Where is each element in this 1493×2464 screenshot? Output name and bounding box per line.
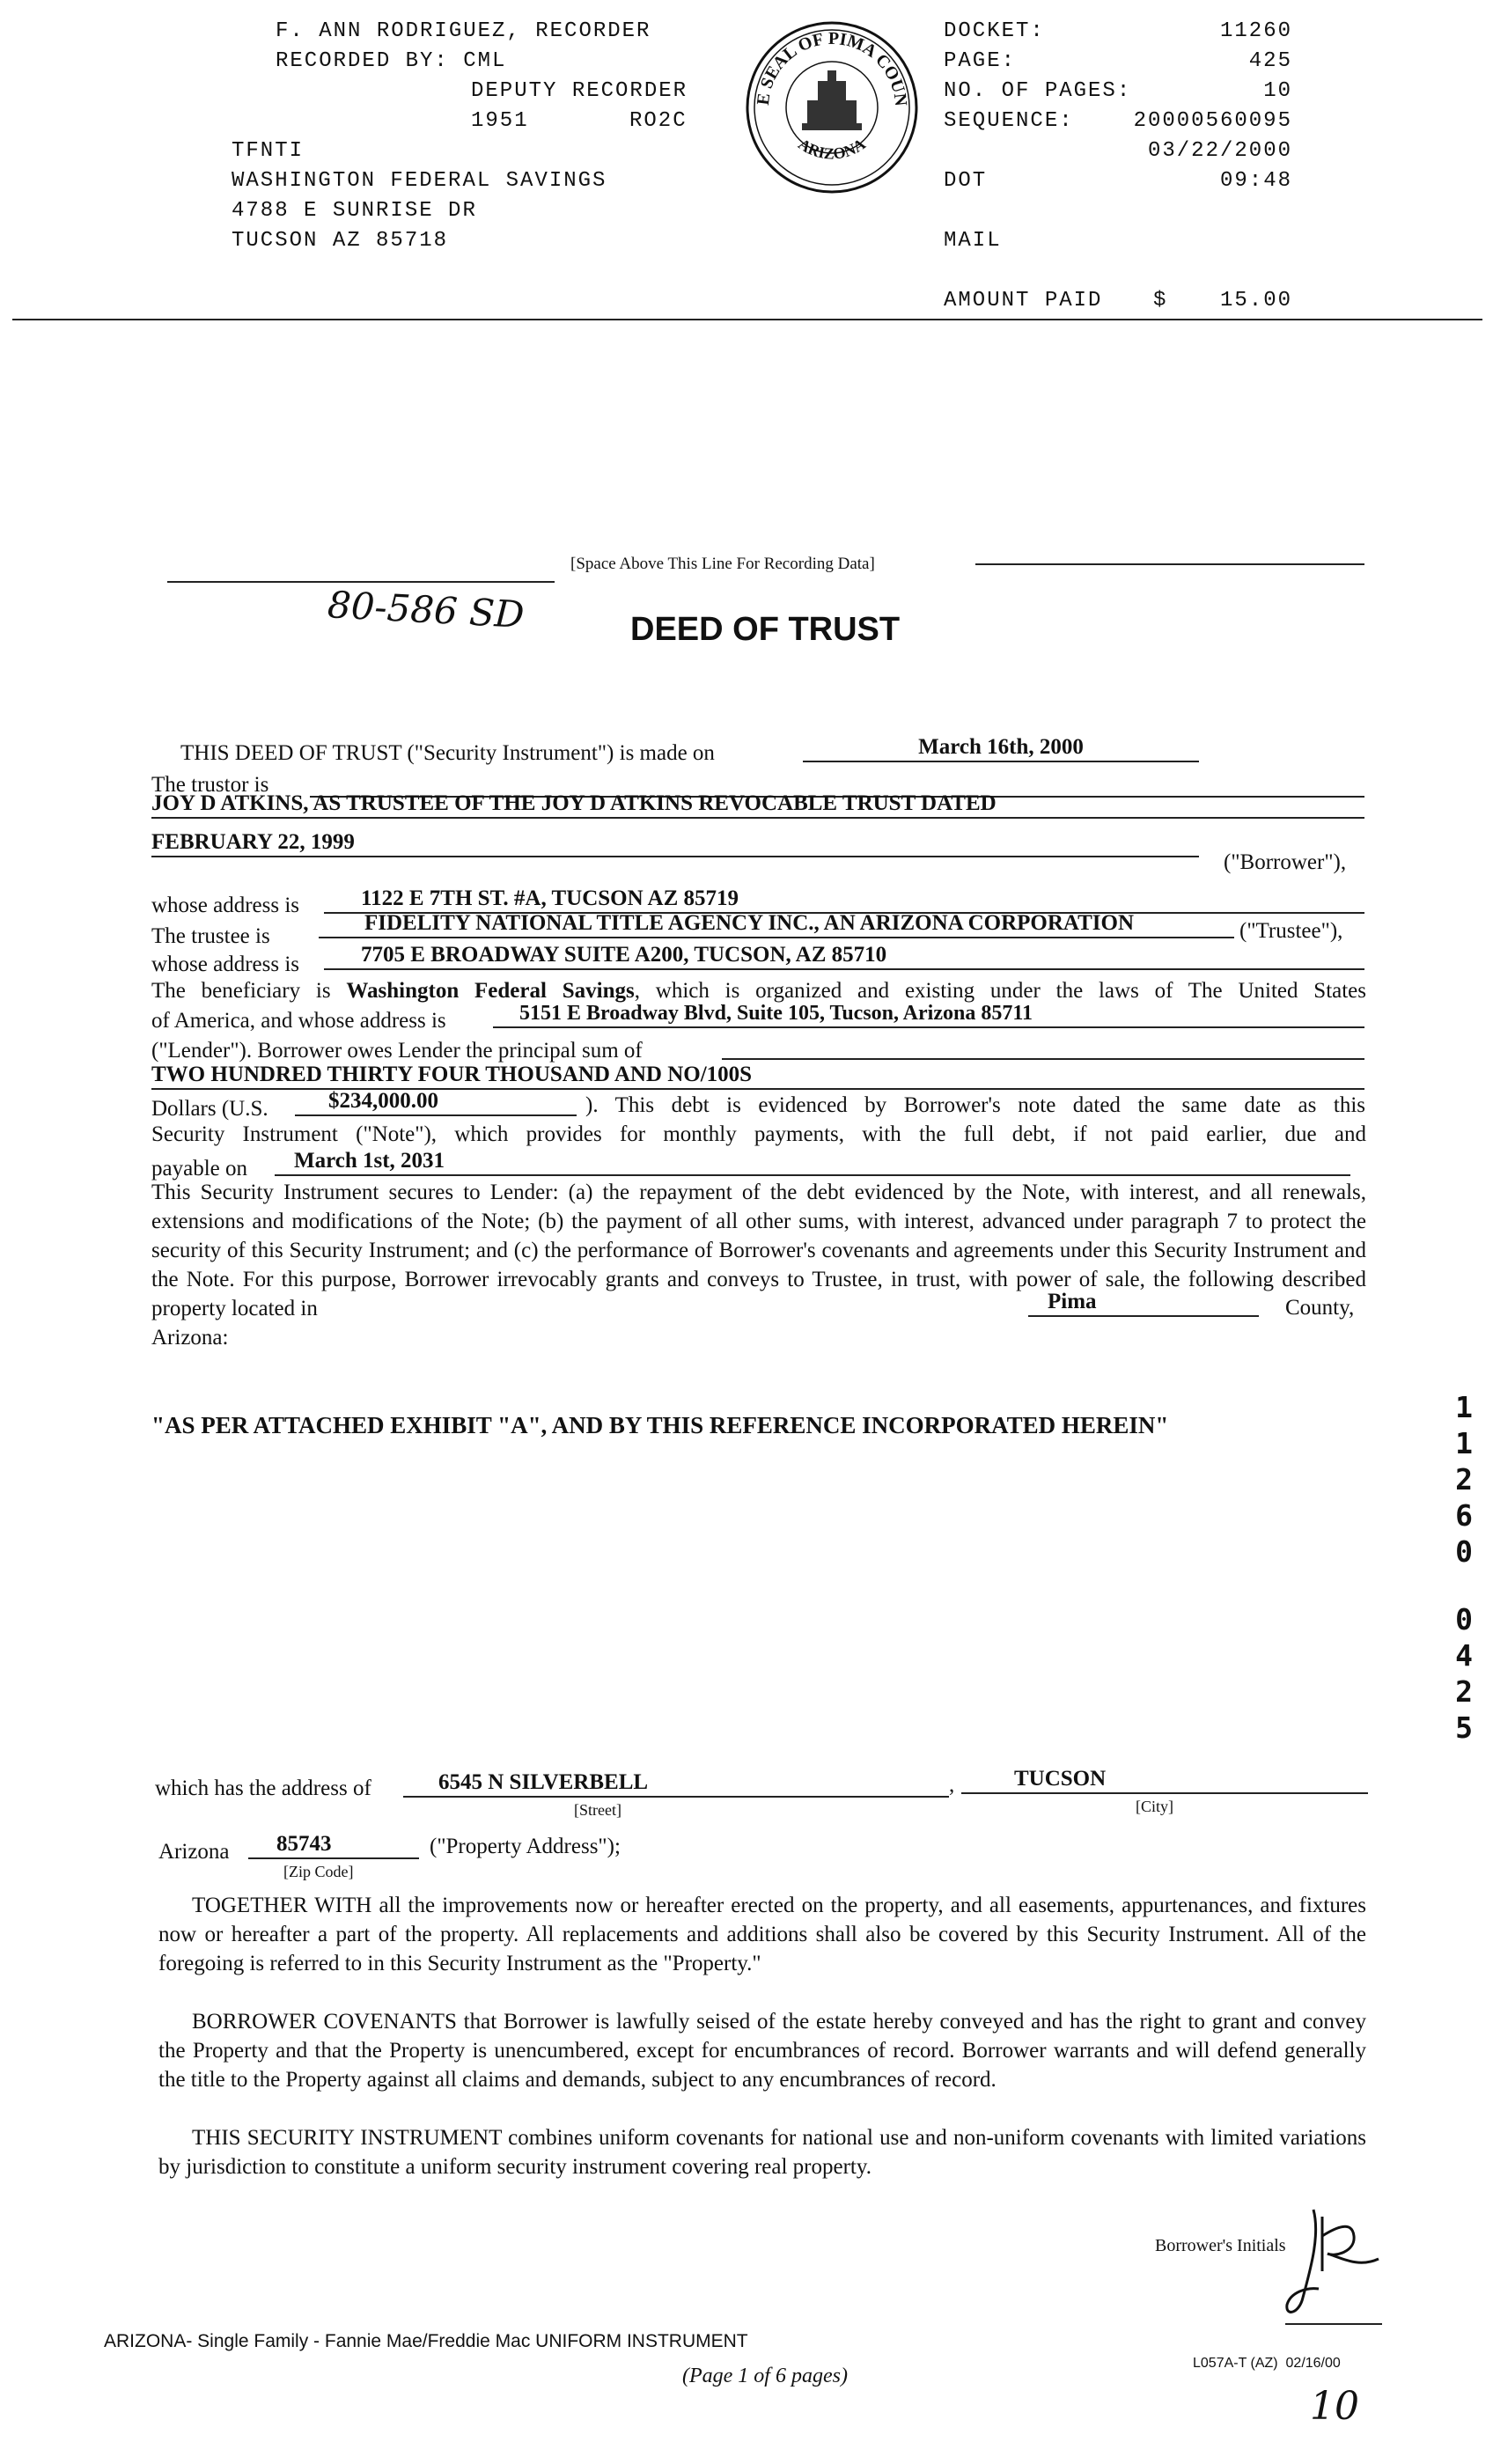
footer-form-name: ARIZONA- Single Family - Fannie Mae/Freddie Mac UNIFORM INSTRUMENT — [104, 2331, 748, 2351]
stamp-digit: 2 — [1455, 1462, 1473, 1497]
recorder-code-id: RO2C — [629, 109, 688, 133]
seal-bottom-text: ARIZONA — [795, 135, 869, 163]
county-name: Pima — [1028, 1289, 1259, 1317]
trustor-line-2: FEBRUARY 22, 1999 — [151, 829, 1199, 857]
sequence-label: SEQUENCE: — [944, 109, 1074, 133]
recorded-by: RECORDED BY: CML — [276, 49, 507, 73]
county-label: County, — [1285, 1296, 1355, 1320]
stamp-digit: 2 — [1455, 1674, 1473, 1709]
made-on-date — [803, 734, 1199, 762]
docket-value: 11260 — [1219, 19, 1292, 43]
property-address-tag: ("Property Address"); — [430, 1835, 621, 1858]
maturity-date: March 1st, 2031 — [275, 1148, 1350, 1176]
stamp-digit: 6 — [1455, 1498, 1473, 1533]
lender-text: ("Lender"). Borrower owes Lender the principal sum of — [151, 1039, 643, 1063]
amount-currency: $ — [1153, 289, 1168, 313]
trustee-address-label: whose address is — [151, 953, 300, 976]
stamp-digit: 1 — [1455, 1390, 1473, 1424]
state-label: Arizona: — [151, 1326, 229, 1350]
debt-text-2: Security Instrument ("Note"), which provides for monthly payments, with the full debt, if not paid earlier, due and — [151, 1122, 1366, 1146]
trustor-label: The trustor is — [151, 773, 269, 797]
stamp-digit: 4 — [1455, 1638, 1473, 1673]
pages-label: NO. OF PAGES: — [944, 79, 1132, 103]
recording-date: 03/22/2000 — [1147, 139, 1292, 163]
debt-text: ). This debt is evidenced by Borrower's note dated the same date as this — [585, 1093, 1365, 1117]
borrower-address: 1122 E 7TH ST. #A, TUCSON AZ 85719 — [324, 886, 1364, 914]
arizona-label: Arizona — [158, 1840, 230, 1864]
return-code: TFNTI — [232, 139, 305, 163]
trustee-address: 7705 E BROADWAY SUITE A200, TUCSON, AZ 85710 — [324, 942, 1364, 970]
recorder-code-number: 1951 — [471, 109, 529, 133]
handwritten-page-number: 10 — [1310, 2384, 1359, 2429]
stamp-digit: 5 — [1455, 1710, 1473, 1745]
recorder-name: F. ANN RODRIGUEZ, RECORDER — [276, 19, 651, 43]
beneficiary-name: Washington Federal Savings — [346, 979, 635, 1003]
dollars-label: Dollars (U.S. — [151, 1097, 268, 1121]
recording-line-right — [975, 563, 1364, 565]
stamp-digit: 0 — [1455, 1602, 1473, 1637]
amount-label: AMOUNT PAID — [944, 289, 1103, 313]
beneficiary-label: The beneficiary is — [151, 979, 331, 1003]
dot-label: DOT — [944, 169, 988, 193]
property-address-label: which has the address of — [155, 1776, 371, 1800]
borrower-tag: ("Borrower"), — [1224, 850, 1347, 874]
footer-page-count: (Page 1 of 6 pages) — [682, 2365, 848, 2387]
covenants-text: BORROWER COVENANTS that Borrower is lawfully seised of the estate hereby conveyed and has the right to grant and convey the Property and that the Property is unencumbered, except for encumbrances of record. Borrower warrants and will defend generally the title to the Property against all claims and demands, subject to any encumbrances of record. — [158, 2010, 1366, 2092]
footer-form-code: L057A-T (AZ) 02/16/00 — [1193, 2356, 1341, 2371]
document-title: DEED OF TRUST — [630, 611, 901, 648]
page-label: PAGE: — [944, 49, 1017, 73]
page-value: 425 — [1248, 49, 1292, 73]
payable-label: payable on — [151, 1157, 247, 1181]
principal-amount: $234,000.00 — [295, 1088, 577, 1116]
recording-time: 09:48 — [1219, 169, 1292, 193]
lender-rule — [722, 1058, 1364, 1060]
covenants-paragraph — [158, 2007, 1366, 2094]
pages-value: 10 — [1263, 79, 1292, 103]
deputy-recorder: DEPUTY RECORDER — [471, 79, 688, 103]
recording-note: [Space Above This Line For Recording Data] — [570, 555, 875, 573]
uniform-paragraph — [158, 2123, 1366, 2181]
county-seal — [744, 19, 920, 195]
mail-label: MAIL — [944, 229, 1002, 253]
property-zip: 85743 — [248, 1831, 419, 1859]
city-caption: [City] — [1136, 1798, 1173, 1815]
secures-paragraph: This Security Instrument secures to Lender: (a) the repayment of the debt evidenced by the Note, with interest, and all renewals, extensions and modifications of the Note; (b) the payment of all other sums, with interest, advanced under paragraph 7 to protect the security of this Security Instrument; and (c) the performance of Borrower's covenants and agreements under this Security Instrument and the Note. For this purpose, Borrower irrevocably grants and conveys to Trustee, in trust, with power of sale, the following described property located in — [151, 1181, 1366, 1320]
borrower-initials-signature — [1268, 2201, 1391, 2324]
principal-words: TWO HUNDRED THIRTY FOUR THOUSAND AND NO/100S — [151, 1062, 1364, 1090]
return-name: WASHINGTON FEDERAL SAVINGS — [232, 169, 607, 193]
docket-label: DOCKET: — [944, 19, 1045, 43]
address-comma: , — [949, 1773, 955, 1797]
uniform-text: THIS SECURITY INSTRUMENT combines uniform covenants for national use and non-uniform covenants with limited variations by jurisdiction to constitute a uniform security instrument covering real property. — [158, 2126, 1366, 2179]
together-text: TOGETHER WITH all the improvements now or hereafter erected on the property, and all easements, appurtenances, and fixtures now or hereafter a part of the property. All replacements and additions shall also be covered by this Security Instrument. All of the foregoing is referred to in this Security Instrument as the "Property." — [158, 1894, 1366, 1975]
trustee-name: FIDELITY NATIONAL TITLE AGENCY INC., AN ARIZONA CORPORATION — [319, 910, 1234, 938]
sequence-value: 20000560095 — [1133, 109, 1292, 133]
property-street: 6545 N SILVERBELL — [403, 1769, 949, 1798]
amount-value: 15.00 — [1219, 289, 1292, 313]
beneficiary-address: 5151 E Broadway Blvd, Suite 105, Tucson, Arizona 85711 — [493, 1000, 1364, 1028]
made-on-text: THIS DEED OF TRUST ("Security Instrument") is made on — [180, 741, 715, 765]
exhibit-reference: "AS PER ATTACHED EXHIBIT "A", AND BY THIS REFERENCE INCORPORATED HEREIN" — [151, 1412, 1169, 1438]
made-on-date-value: March 16th, 2000 — [918, 735, 1084, 759]
beneficiary-text-2: of America, and whose address is — [151, 1009, 446, 1033]
svg-text:ARIZONA — [795, 135, 868, 162]
side-document-stamp — [1449, 1389, 1479, 1746]
beneficiary-text: , which is organized and existing under the laws of The United States — [634, 979, 1367, 1003]
borrower-address-label: whose address is — [151, 894, 300, 917]
stamp-digit: 1 — [1455, 1426, 1473, 1460]
return-city: TUCSON AZ 85718 — [232, 229, 449, 253]
stamp-digit: 0 — [1455, 1534, 1473, 1569]
trustee-label: The trustee is — [151, 924, 270, 948]
trustor-line-1: JOY D ATKINS, AS TRUSTEE OF THE JOY D ATKINS REVOCABLE TRUST DATED — [151, 791, 1364, 819]
property-city: TUCSON — [961, 1766, 1368, 1794]
street-caption: [Street] — [574, 1801, 621, 1819]
header-divider — [12, 319, 1482, 320]
seal-top-text: E SEAL OF PIMA COUN — [753, 28, 911, 107]
together-paragraph — [158, 1891, 1366, 1978]
zip-caption: [Zip Code] — [283, 1863, 354, 1880]
initials-label: Borrower's Initials — [1155, 2236, 1286, 2255]
handwritten-file-number: 80-586 SD — [326, 583, 526, 636]
return-street: 4788 E SUNRISE DR — [232, 199, 477, 223]
trustee-tag: ("Trustee"), — [1239, 919, 1343, 943]
recording-line-left — [167, 581, 555, 583]
